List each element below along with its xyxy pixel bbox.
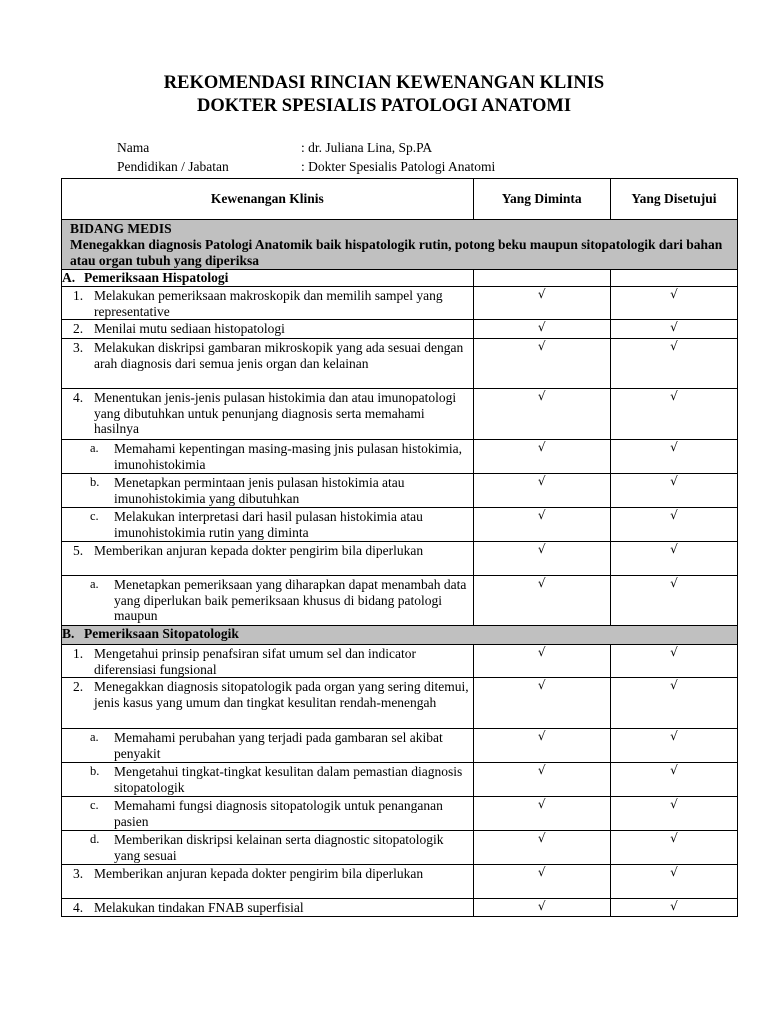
empty-cell xyxy=(610,270,737,287)
table-row xyxy=(62,797,738,831)
check-disetujui: √ xyxy=(610,339,737,389)
competency-cell xyxy=(62,865,474,899)
item-marker: 1. xyxy=(73,646,84,661)
competency-text xyxy=(62,729,473,761)
item-text: Menilai mutu sediaan histopatologi xyxy=(94,321,285,336)
item-text: Menentukan jenis-jenis pulasan histokimia dan atau imunopatologi yang dibutuhkan untuk penunjang diagnosis serta memahami hasilnya xyxy=(94,390,457,436)
check-disetujui: √ xyxy=(610,797,737,831)
competency-cell xyxy=(62,440,474,474)
competency-cell xyxy=(62,508,474,542)
competency-text xyxy=(62,474,473,506)
check-disetujui: √ xyxy=(610,865,737,899)
competency-cell xyxy=(62,320,474,339)
competency-text xyxy=(62,389,473,437)
check-disetujui: √ xyxy=(610,287,737,320)
column-header-diminta: Yang Diminta xyxy=(473,179,610,220)
check-diminta: √ xyxy=(473,474,610,508)
group-header-row xyxy=(62,626,738,645)
competency-cell xyxy=(62,678,474,729)
check-diminta: √ xyxy=(473,576,610,626)
item-marker: a. xyxy=(90,730,99,744)
check-diminta: √ xyxy=(473,389,610,440)
item-marker: a. xyxy=(90,577,99,591)
table-row xyxy=(62,729,738,763)
item-marker: 1. xyxy=(73,288,84,303)
item-marker: c. xyxy=(90,798,99,812)
check-disetujui: √ xyxy=(610,645,737,678)
table-row xyxy=(62,339,738,389)
item-marker: 4. xyxy=(73,900,84,915)
check-diminta: √ xyxy=(473,831,610,865)
competency-cell xyxy=(62,576,474,626)
competency-text xyxy=(62,899,473,916)
table-row xyxy=(62,474,738,508)
competency-table xyxy=(61,178,738,917)
check-disetujui: √ xyxy=(610,763,737,797)
table-row xyxy=(62,542,738,576)
item-marker: a. xyxy=(90,441,99,455)
table-row xyxy=(62,287,738,320)
document-title-line-1: REKOMENDASI RINCIAN KEWENANGAN KLINIS xyxy=(163,73,605,93)
check-disetujui: √ xyxy=(610,474,737,508)
group-title: Pemeriksaan Sitopatologik xyxy=(84,626,239,641)
field-value: : dr. Juliana Lina, Sp.PA xyxy=(301,140,433,155)
item-text: Memahami perubahan yang terjadi pada gambaran sel akibat penyakit xyxy=(114,730,443,761)
empty-cell xyxy=(473,270,610,287)
competency-cell xyxy=(62,899,474,917)
item-text: Memahami fungsi diagnosis sitopatologik untuk penanganan pasien xyxy=(114,798,443,829)
group-title: Pemeriksaan Hispatologi xyxy=(84,270,229,285)
competency-text xyxy=(62,440,473,472)
group-header-cell xyxy=(62,270,474,287)
item-marker: b. xyxy=(90,475,100,489)
check-diminta: √ xyxy=(473,865,610,899)
competency-cell xyxy=(62,831,474,865)
competency-cell xyxy=(62,729,474,763)
item-marker: 3. xyxy=(73,340,84,355)
competency-text xyxy=(62,678,473,710)
check-diminta: √ xyxy=(473,645,610,678)
competency-text xyxy=(62,763,473,795)
item-marker: 5. xyxy=(73,543,84,558)
check-diminta: √ xyxy=(473,320,610,339)
competency-text xyxy=(62,831,473,863)
competency-text xyxy=(62,542,473,559)
item-text: Mengetahui tingkat-tingkat kesulitan dalam pemastian diagnosis sitopatologik xyxy=(114,764,463,795)
check-disetujui: √ xyxy=(610,678,737,729)
competency-text xyxy=(62,287,473,319)
competency-text xyxy=(62,320,473,337)
field-label: Nama xyxy=(117,140,150,155)
group-header-row xyxy=(62,270,738,287)
group-letter: A. xyxy=(62,270,76,285)
check-disetujui: √ xyxy=(610,576,737,626)
competency-text xyxy=(62,865,473,882)
competency-cell xyxy=(62,645,474,678)
item-text: Melakukan pemeriksaan makroskopik dan memilih sampel yang representative xyxy=(94,288,443,319)
check-disetujui: √ xyxy=(610,389,737,440)
check-disetujui: √ xyxy=(610,542,737,576)
item-text: Melakukan interpretasi dari hasil pulasan histokimia atau imunohistokimia rutin yang diminta xyxy=(114,509,423,540)
competency-cell xyxy=(62,797,474,831)
item-text: Memberikan anjuran kepada dokter pengirim bila diperlukan xyxy=(94,543,424,558)
field-value: : Dokter Spesialis Patologi Anatomi xyxy=(301,159,496,174)
table-row xyxy=(62,320,738,339)
check-disetujui: √ xyxy=(610,440,737,474)
check-disetujui: √ xyxy=(610,831,737,865)
check-diminta: √ xyxy=(473,678,610,729)
competency-cell xyxy=(62,474,474,508)
competency-text xyxy=(62,576,473,624)
item-marker: 2. xyxy=(73,679,84,694)
item-text: Mengetahui prinsip penafsiran sifat umum sel dan indicator diferensiasi fungsional xyxy=(94,646,417,677)
check-disetujui: √ xyxy=(610,729,737,763)
item-text: Melakukan tindakan FNAB superfisial xyxy=(94,900,304,915)
table-header-row xyxy=(62,179,738,220)
item-marker: d. xyxy=(90,832,100,846)
check-diminta: √ xyxy=(473,542,610,576)
table-row xyxy=(62,865,738,899)
item-text: Menetapkan permintaan jenis pulasan histokimia atau imunohistokimia yang dibutuhkan xyxy=(114,475,405,506)
check-diminta: √ xyxy=(473,508,610,542)
check-diminta: √ xyxy=(473,440,610,474)
table-row xyxy=(62,508,738,542)
item-marker: 4. xyxy=(73,390,84,405)
competency-cell xyxy=(62,389,474,440)
item-text: Menegakkan diagnosis sitopatologik pada organ yang sering ditemui, jenis kasus yang umum dan tingkat kesulitan rendah-menengah xyxy=(94,679,469,710)
field-label: Pendidikan / Jabatan xyxy=(117,159,229,174)
section-description: Menegakkan diagnosis Patologi Anatomik baik hispatologik rutin, potong beku maupun sitopatologik dari bahan atau organ tubuh yang diperiksa xyxy=(70,237,723,268)
competency-cell xyxy=(62,763,474,797)
item-text: Memahami kepentingan masing-masing jnis pulasan histokimia, imunohistokimia xyxy=(114,441,462,472)
table-row xyxy=(62,678,738,729)
item-text: Menetapkan pemeriksaan yang diharapkan dapat menambah data yang diperlukan baik pemeriksaan khusus di bidang patologi maupun xyxy=(114,577,467,623)
document-title-line-2: DOKTER SPESIALIS PATOLOGI ANATOMI xyxy=(196,96,572,116)
check-diminta: √ xyxy=(473,339,610,389)
competency-text xyxy=(62,797,473,829)
table-row xyxy=(62,440,738,474)
check-diminta: √ xyxy=(473,899,610,917)
table-row xyxy=(62,831,738,865)
check-diminta: √ xyxy=(473,797,610,831)
competency-text xyxy=(62,645,473,677)
section-cell xyxy=(62,220,738,270)
item-marker: c. xyxy=(90,509,99,523)
item-marker: b. xyxy=(90,764,100,778)
section-title: BIDANG MEDIS xyxy=(70,221,172,236)
section-row xyxy=(62,220,738,270)
table-row xyxy=(62,389,738,440)
column-header-disetujui: Yang Disetujui xyxy=(610,179,737,220)
column-header-kewenangan: Kewenangan Klinis xyxy=(62,179,474,220)
competency-cell xyxy=(62,542,474,576)
item-text: Memberikan anjuran kepada dokter pengirim bila diperlukan xyxy=(94,866,424,881)
competency-text xyxy=(62,339,473,371)
check-diminta: √ xyxy=(473,287,610,320)
item-text: Melakukan diskripsi gambaran mikroskopik yang ada sesuai dengan arah diagnosis dari semua jenis organ dan kelainan xyxy=(94,340,464,371)
check-diminta: √ xyxy=(473,729,610,763)
table-row xyxy=(62,763,738,797)
check-diminta: √ xyxy=(473,763,610,797)
competency-cell xyxy=(62,287,474,320)
check-disetujui: √ xyxy=(610,899,737,917)
competency-text xyxy=(62,508,473,540)
table-row xyxy=(62,645,738,678)
competency-cell xyxy=(62,339,474,389)
group-letter: B. xyxy=(62,626,75,641)
group-header-cell xyxy=(62,626,738,645)
table-row xyxy=(62,899,738,917)
item-marker: 3. xyxy=(73,866,84,881)
check-disetujui: √ xyxy=(610,508,737,542)
item-marker: 2. xyxy=(73,321,84,336)
table-row xyxy=(62,576,738,626)
check-disetujui: √ xyxy=(610,320,737,339)
item-text: Memberikan diskripsi kelainan serta diagnostic sitopatologik yang sesuai xyxy=(114,832,444,863)
